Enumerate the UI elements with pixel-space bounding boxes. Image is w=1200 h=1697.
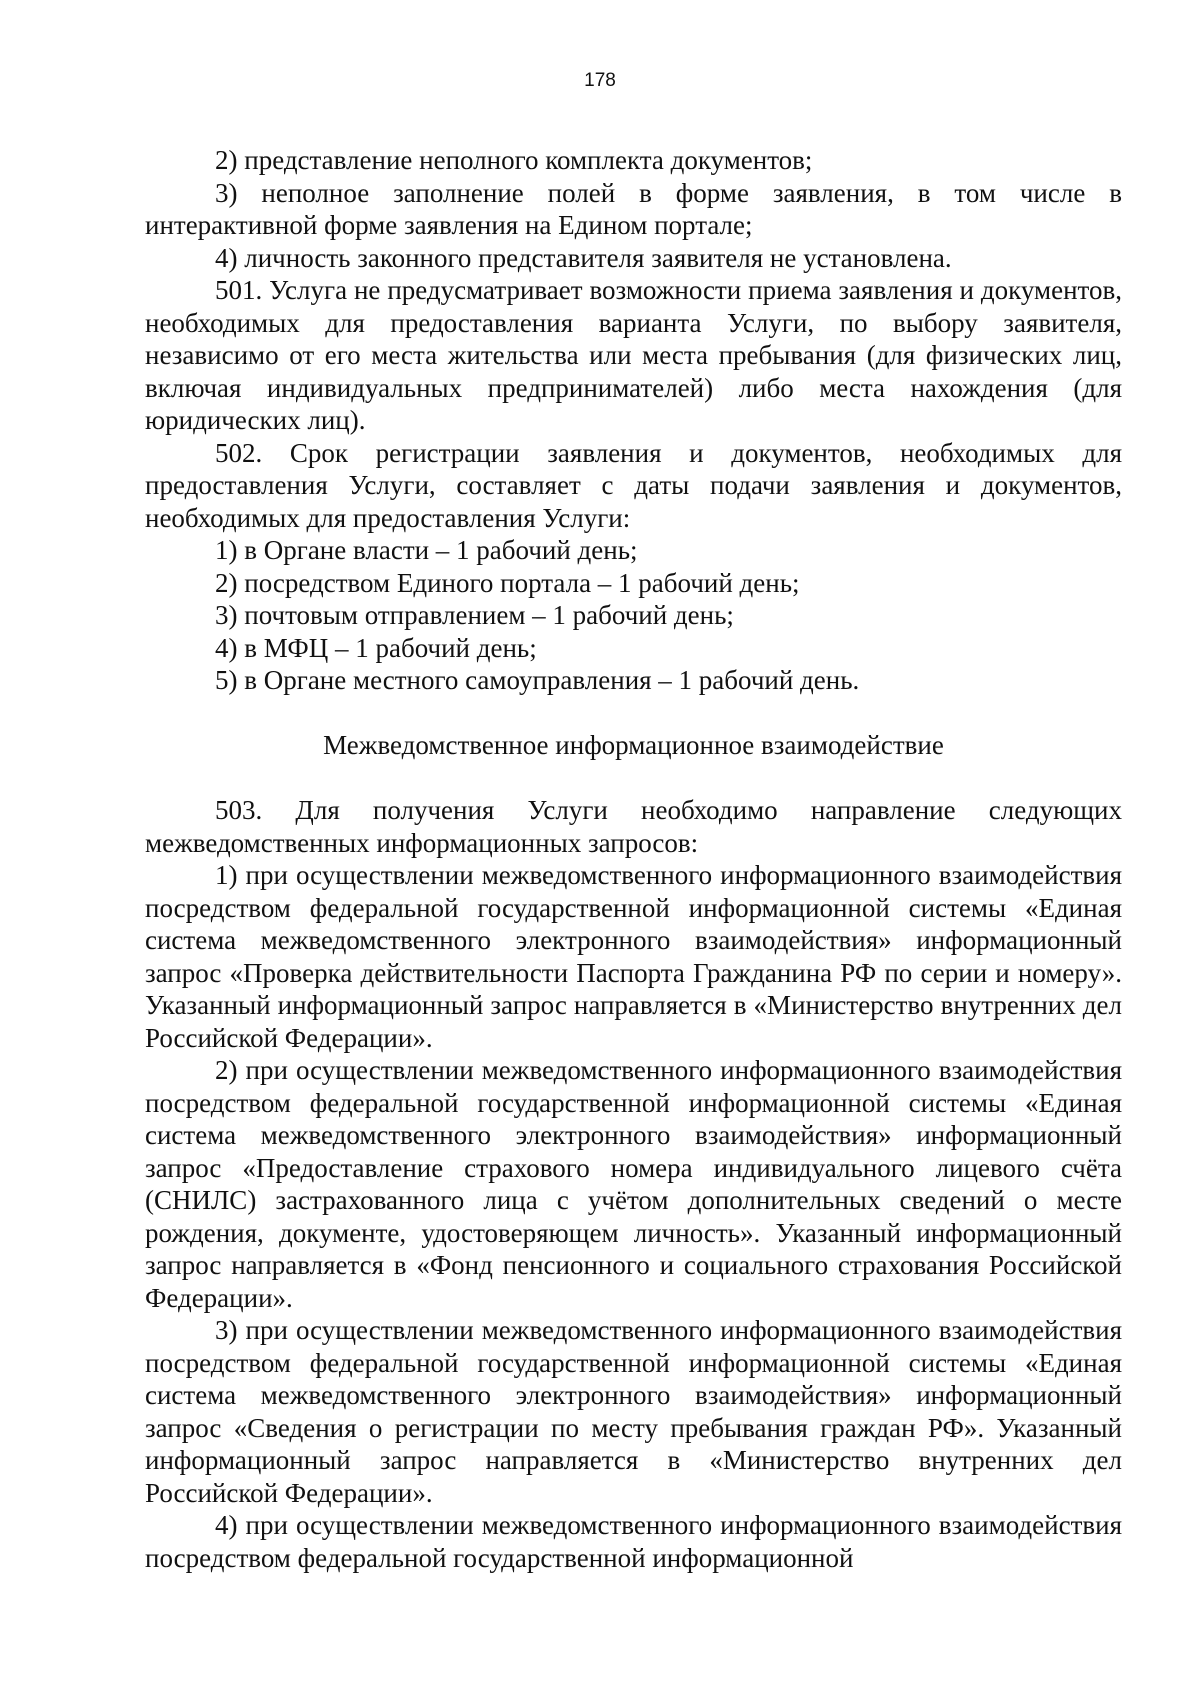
paragraph-item-3-incomplete-fields: 3) неполное заполнение полей в форме заявления, в том числе в интерактивной форме заявления на Едином портале; [145, 177, 1122, 240]
spacer [145, 697, 1122, 730]
list-item-portal: 2) посредством Единого портала – 1 рабочий день; [215, 567, 800, 598]
request-item-3: 3) при осуществлении межведомственного информационного взаимодействия посредством федеральной государственной информационной системы «Единая система межведомственного электронного взаимодействия» информационный запрос «Сведения о регистрации по месту пребывания граждан РФ». Указанный информационный запрос направляется в «Министерство внутренних дел Российской Федерации». [145, 1315, 1122, 1508]
request-item-2: 2) при осуществлении межведомственного информационного взаимодействия посредством федеральной государственной информационной системы «Единая система межведомственного электронного взаимодействия» информационный запрос «Предоставление страхового номера индивидуального лицевого счёта (СНИЛС) застрахованного лица с учётом дополнительных сведений о месте рождения, документе, удостоверяющем личность». Указанный информационный запрос направляется в «Фонд пенсионного и социального страхования Российской Федерации». [145, 1055, 1122, 1313]
paragraph-502: 502. Срок регистрации заявления и документов, необходимых для предоставления Услуги, составляет с даты подачи заявления и документов, необходимых для предоставления Услуги: [145, 437, 1122, 533]
request-item-1: 1) при осуществлении межведомственного информационного взаимодействия посредством федеральной государственной информационной системы «Единая система межведомственного электронного взаимодействия» информационный запрос «Проверка действительности Паспорта Гражданина РФ по серии и номеру». Указанный информационный запрос направляется в «Министерство внутренних дел Российской Федерации». [145, 860, 1122, 1053]
request-item-4: 4) при осуществлении межведомственного информационного взаимодействия посредством федеральной государственной информационной [145, 1510, 1122, 1573]
paragraph-item-2-incomplete-set: 2) представление неполного комплекта документов; [215, 145, 813, 175]
paragraph-501: 501. Услуга не предусматривает возможности приема заявления и документов, необходимых для предоставления варианта Услуги, по выбору заявителя, независимо от его места жительства или места пребывания (для физических лиц, включая индивидуальных предпринимателей) либо места нахождения (для юридических лиц). [145, 275, 1122, 435]
page-number: 178 [584, 70, 616, 91]
list-item-authority: 1) в Органе власти – 1 рабочий день; [215, 535, 638, 565]
paragraph-503: 503. Для получения Услуги необходимо направление следующих межведомственных информационных запросов: [145, 795, 1122, 858]
list-item-mfc: 4) в МФЦ – 1 рабочий день; [215, 632, 537, 663]
spacer [145, 762, 1122, 795]
paragraph-item-4-identity: 4) личность законного представителя заявителя не установлена. [215, 242, 952, 273]
document-body [145, 144, 1122, 1574]
list-item-mail: 3) почтовым отправлением – 1 рабочий день; [215, 600, 734, 630]
section-heading: Межведомственное информационное взаимодействие [323, 730, 944, 760]
list-item-local-government: 5) в Органе местного самоуправления – 1 рабочий день. [215, 665, 860, 695]
